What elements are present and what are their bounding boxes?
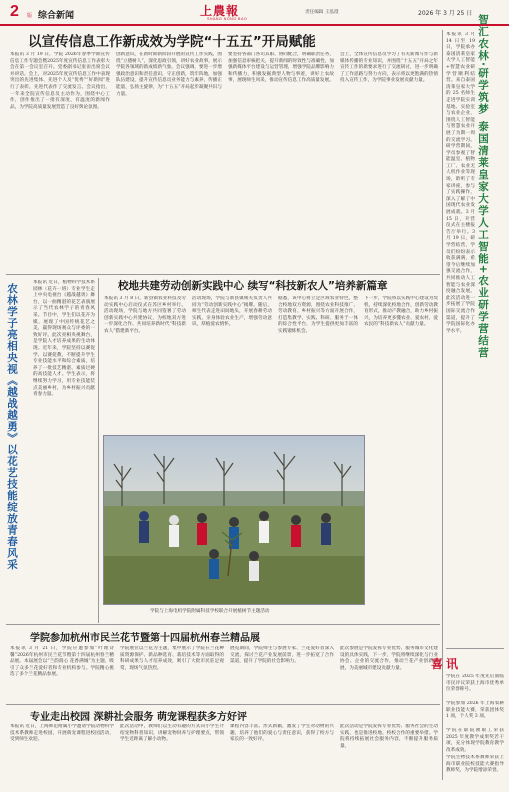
sidebar-vertical-headline: 智汇农林·研学筑梦 泰国清莱皇家大学人工智能+农业研学营结营	[477, 14, 489, 359]
lead-col-3: 要坚持各部门各司其职、协同配合，明确职责任务，加强信息审核把关，提升新闻的时效性与准确性，加强新媒体平台建设与运营管理，增强学院品牌影响力和传播力，积极发掘典型人物与事迹，讲好上农故事，展现师生风采，推动宣传信息工作高质量发展。	[228, 52, 334, 84]
divider	[6, 274, 440, 275]
photo-illustration	[104, 436, 365, 605]
sidebar-body: 本报讯 3 月 14 日至 19 日，学院承办泰国清莱皇家大学人工智能+智慧农业研学营顺利结营。来自泰国清莱皇家大学的 25 名师生走进学院实训基地、实验室与农业企业，围绕人工智能与智慧农业开展了为期一周的交流学习。研学营期间，学员参观了智能温室、植物工厂、农业无人机作业等现场，聆听了专家讲座，参与了实践操作，深入了解了中国现代农业发展成就。3 月 15 日，开营仪式在主楼报告厅举行。3 月 19 日，研学营结营，学员们纷纷表示收获满满，希望今后继续加强交流合作，共同推动人工智能与农业深度融合发展。此次活动进一步拓展了学院国际交流合作渠道，提升了学院国际化办学水平。	[446, 32, 475, 334]
third-col-4: 此次参展是学院发挥专业优势、服务城市文化建设的具体实践，下一步，学院将继续深化与行业协会、企业的交流合作，推动兰花产业创新发展，为美丽城市建设贡献力量。	[340, 646, 438, 671]
left-vertical-body: 本报讯 近日，植物科学技术系园林（花卉一班）专业学生走上中央电视台《越战越勇》舞台，以一曲精湛的花艺表演展示了当代农林学子的青春风采。节目中，学生们以花卉为媒，展现了中国传统花艺之美，赢得现场观众与评委的一致好评。此次亮相央视舞台，是学院人才培养成果的生动体现。近年来，学院坚持以赛促学、以赛促教，不断提升学生专业技能水平和综合素质，培养了一批技艺精湛、素质过硬的高技能人才。学生表示，将继续努力学习，用专业技能装点美丽乡村，为乡村振兴贡献青春力量。	[33, 280, 95, 398]
editor-line: 责任编辑 王泓澄	[305, 10, 339, 15]
second-col-3: 据悉，该中心将立足区域农业特色，整合校地双方资源，围绕农业科技推广、劳动教育、乡村振兴等方面开展合作，打造集教学、实践、科研、服务于一体的综合性平台，为学生提供更加丰富的实践锻炼机会。	[278, 296, 358, 334]
fourth-col-2: 此次活动中，教师们以生动有趣的方式向小学生介绍宠物科普知识，讲解宠物饲养与护理要点，带领学生近距离了解小动物。	[120, 724, 224, 743]
third-col-2: 学院展位以兰花为主题，集中展示了学院在兰花种质资源保护、新品种选育、栽培技术等方面取得的科研成果与人才培养成效，吸引了大批市民驻足观赏，现场气氛热烈。	[120, 646, 224, 671]
masthead	[0, 0, 509, 26]
lead-headline: 以宣传信息工作新成效为学院“十五五”开局赋能	[28, 34, 316, 50]
fourth-col-1: 本报讯 近日，上海师范附属小学邀请学院动物科学技术系教师走进校园，开展萌宠课程进校园活动，受到师生欢迎。	[10, 724, 114, 743]
second-headline: 校地共建劳动创新实践中心 续写“科技新农人”培养新篇章	[118, 280, 388, 292]
third-headline: 学院参加杭州市民兰花节暨第十四届杭州春兰精品展	[30, 633, 260, 644]
date-line: 2026 年 3 月 25 日	[418, 10, 473, 17]
third-col-1: 本报讯 3 月 21 日，学院应邀参加“叶理诗馨”2026年杭州市民兰花节暨第十四届杭州春兰精品展。本届展会以“兰韵润心 花香满城”为主题，吸引了众多兰花爱好者和专业机构参与。学院精心挑选了多个兰花精品参展。	[10, 646, 114, 678]
divider	[98, 278, 99, 623]
lead-col-2: 创新意识，在新时期新阶段开展的宣传工作实践，围绕“立德树人”，深化思政引领，讲好农业故事，展示学院各领域的新成绩新气象。会议强调，要进一步增强政治意识和责任意识，守正创新，筑牢阵地，加强队伍建设，提升宣传信息员业务能力与素养，传播正能量，弘扬主旋律，为“十五五”开局起步凝聚共识与力量。	[116, 52, 222, 97]
lead-col-4: 会上，全体宣传信息员学习了有关新闻写作与新媒体传播的专业知识，并围绕“十五五”开局之年宣传工作的新要求进行了交流研讨，进一步明确了工作思路与努力方向，表示将以更饱满的热情投入宣传工作，为学院事业发展贡献力量。	[340, 52, 438, 84]
brief-item: 学院在职院教职工荣获 2025 年度教学成果奖若干项，充分体现学院教育教学改革成效。	[446, 728, 504, 753]
page-number: 2	[10, 3, 19, 20]
second-col-1: 本报讯 3 月 8 日，新县镇农业科技及劳动实践中心启动仪式在苏区乡村举行。活动现场，学院与地方共同签署了劳动创新实践中心共建协议，为校地双方进一步深化合作、共同培养新时代“科技新农人”搭建新平台。	[104, 296, 186, 334]
third-col-3: 展览期间，学院师生与参展专家、兰花爱好者深入交流，探讨兰花产业发展前景，进一步拓宽了合作渠道，提升了学院的社会影响力。	[230, 646, 334, 665]
photo-caption: 学院与上海电机学院附属科技学校联合开展植树节主题活动	[150, 609, 270, 614]
paper-logo-en: SHANG NONG BAO	[207, 17, 248, 21]
brief-item: 学院在 2025 年度先后面临市民评议荣获上海市优秀单位荣誉称号。	[446, 674, 504, 693]
page-unit: 版	[27, 13, 33, 19]
brief-item: 学院生物技术系教师荣获上海市职业院校技能大赛指导教师奖，为学院增添荣誉。	[446, 755, 504, 774]
brief-item: 学院参加 2026 年上海农耕职业技能大赛，荣获团体奖 1 项，个人奖 3 项。	[446, 701, 504, 720]
section-name: 综合新闻	[38, 11, 75, 21]
paper-logo: 上農報	[200, 4, 240, 18]
second-col-4: 下一步，学院将以实践中心建设为契机，持续深化校地合作，创新劳动教育形式，推动产教融合，助力乡村振兴，为培养更多懂农业、爱农村、爱农民的“科技新农人”贡献力量。	[364, 296, 438, 328]
second-col-2: 活动现场，学院与新县镇相关负责人共同为“劳动创新实践中心”揭牌。随后，师生代表走进田间地头，开展春耕劳动实践，亲身体验农业生产，增强劳动意识，厚植爱农情怀。	[192, 296, 272, 328]
tree-planting-photo	[103, 435, 365, 605]
divider	[446, 648, 504, 649]
fourth-col-3: 课程内容丰富、形式新颖，激发了学生对动物的兴趣，培养了他们的爱心与责任意识，获得了校方与家长的一致好评。	[230, 724, 334, 743]
divider	[6, 624, 440, 625]
lead-col-1: 本报讯 3 月 19 日，学院 2026年春季学期宣传信息工作专题会暨2025年度宣传信息工作表彰大会在第一会议室召开。党委副书记张宙出席会议并讲话。会上，对2025年度宣传信息工作中表现突出的先进集体、先进个人及“优秀”“好新闻”进行了表彰，先进代表作了交流发言。会议指出，一年来全院宣传信息员主动作为，围绕中心工作，创作推出了一批有深度、有温度的新闻作品，为学院高质量发展营造了良好舆论氛围。	[10, 52, 110, 110]
left-vertical-headline: 农林学子亮相央视《越战越勇》以花艺技能绽放青春风采	[6, 283, 18, 571]
briefs-title: 喜讯	[431, 657, 462, 671]
fourth-headline: 专业走出校园 深耕社会服务 萌宠课程获多方好评	[30, 712, 247, 723]
fourth-col-4: 此次活动是学院发挥专业优势、服务社会的生动实践，也是推进校地、校校合作的重要举措。学院将持续拓展社会服务内容，不断提升服务质量。	[340, 724, 438, 749]
divider	[6, 704, 440, 705]
